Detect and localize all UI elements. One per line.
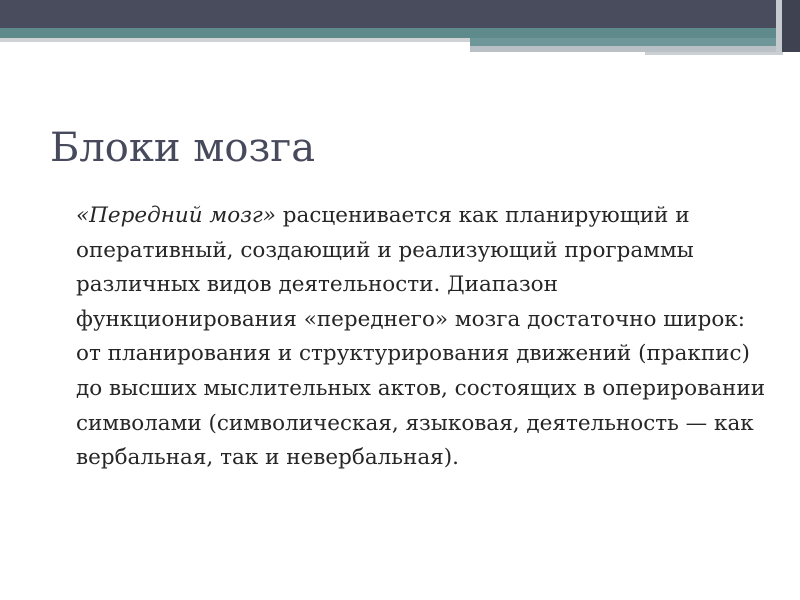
slide-body [76,199,766,476]
corner-accent-dark [782,0,800,52]
body-text: расценивается как планирующий и оперативный, создающий и реализующий программы различных видов деятельности. Диапазон функционирования «переднего» мозга достаточно широк: от планирования и структурирования движений (пракпис) до высших мыслительных актов, состоящих в оперировании символами (символическая, языковая, деятельность — как вербальная, так и невербальная). [76,203,766,471]
slide-title: Блоки мозга [50,125,316,171]
body-open-quote: « [76,203,90,228]
body-close-quote: » [262,203,276,228]
header-band-dark [0,0,800,28]
header-band-line [645,52,783,55]
header-band-teal [0,28,800,38]
body-lead-term: Передний мозг [89,203,263,228]
header-band-teal-right [470,38,800,46]
header-band-gray-left [0,38,470,42]
